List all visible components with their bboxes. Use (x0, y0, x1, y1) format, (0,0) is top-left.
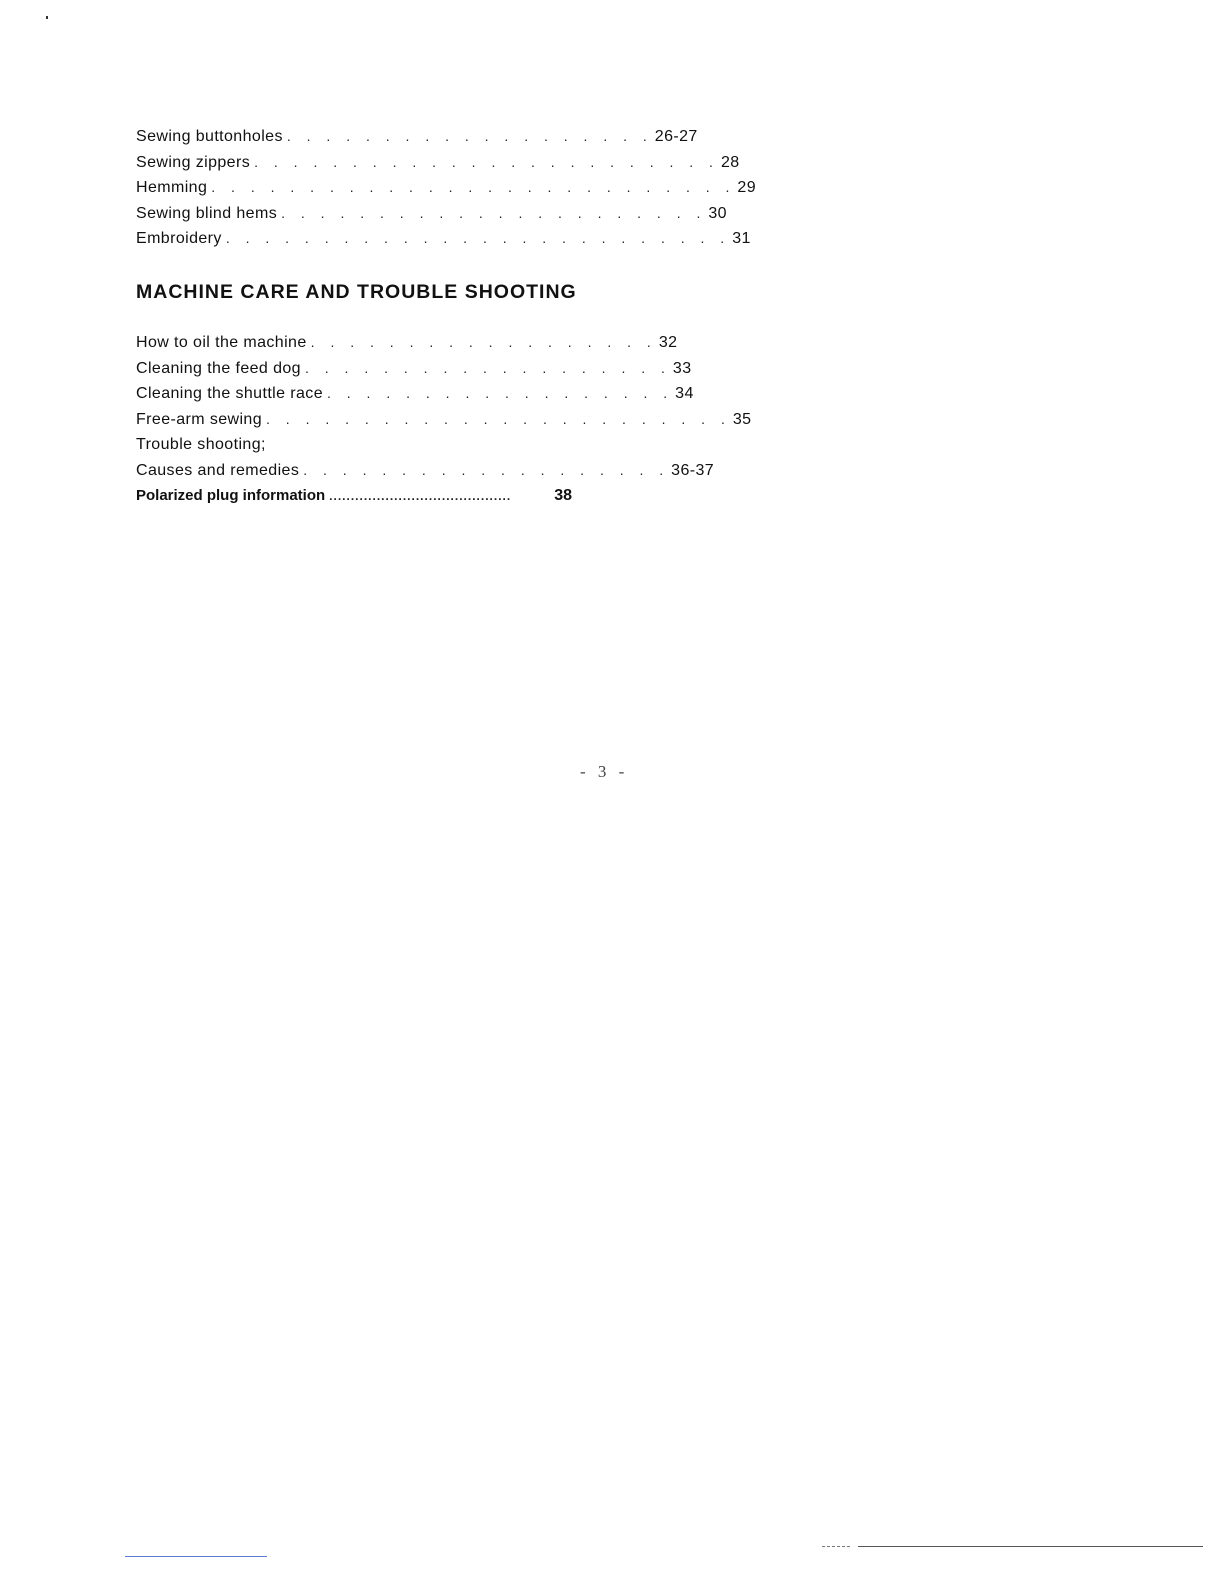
toc-entry (136, 153, 740, 180)
toc-entry-label: Sewing buttonholes (136, 128, 283, 145)
toc-entry-page: 32 (658, 334, 678, 351)
toc-dot-leader: . . . . . . . . . . . . . . . . . . . . . . . . . . . (211, 179, 736, 195)
toc-entry (136, 179, 757, 205)
toc-entry-label: Hemming (136, 179, 208, 196)
toc-dot-leader: . . . . . . . . . . . . . . . . . . . (303, 461, 670, 478)
toc-entry-page: 29 (737, 179, 757, 196)
scan-artifact-line (858, 1546, 1203, 1547)
toc-list-sewing (136, 128, 757, 256)
toc-entry-page: 34 (675, 385, 694, 402)
toc-entry-label: Embroidery (136, 230, 222, 247)
toc-entry-label: Polarized plug information (136, 487, 326, 504)
toc-entry-label: Sewing zippers (136, 153, 251, 171)
page-number: - 3 - (580, 762, 629, 781)
toc-dot-leader: .......................................... (329, 489, 512, 503)
toc-entry-page: 30 (708, 204, 727, 222)
scan-artifact-line (125, 1556, 267, 1557)
scan-artifact-dash (822, 1546, 850, 1548)
toc-entry-label: Trouble shooting; (136, 436, 266, 453)
toc-entry-label: Free-arm sewing (136, 410, 263, 428)
toc-entry-page: 28 (720, 153, 740, 171)
toc-entry (136, 410, 752, 437)
toc-entry (136, 436, 572, 462)
toc-entry-label: How to oil the machine (136, 334, 307, 351)
toc-dot-leader: . . . . . . . . . . . . . . . . . . . (304, 359, 671, 376)
toc-entry (136, 461, 715, 488)
toc-entry (136, 204, 727, 231)
toc-dot-leader: . . . . . . . . . . . . . . . . . . . . . . . . . . (225, 230, 731, 246)
toc-dot-leader: . . . . . . . . . . . . . . . . . . . . . . . . (254, 153, 719, 170)
toc-entry-label: Sewing blind hems (136, 204, 278, 222)
section-heading: MACHINE CARE AND TROUBLE SHOOTING (136, 281, 577, 303)
toc-dot-leader: . . . . . . . . . . . . . . . . . . (310, 334, 657, 350)
toc-entry-label: Cleaning the feed dog (136, 359, 301, 377)
toc-entry (136, 359, 692, 386)
toc-dot-leader: . . . . . . . . . . . . . . . . . . (327, 385, 674, 401)
toc-entry-page: 26-27 (654, 128, 698, 145)
toc-entry (136, 334, 678, 360)
toc-dot-leader: . . . . . . . . . . . . . . . . . . . . . . (281, 204, 707, 221)
toc-entry-page: 36-37 (671, 461, 715, 479)
toc-entry-label: Cleaning the shuttle race (136, 385, 323, 402)
toc-entry-label: Causes and remedies (136, 461, 300, 479)
toc-entry-page: 31 (732, 230, 751, 247)
toc-dot-leader: . . . . . . . . . . . . . . . . . . . . . . . . (266, 410, 731, 427)
scan-speck (46, 16, 48, 19)
toc-dot-leader: . . . . . . . . . . . . . . . . . . . (286, 128, 653, 144)
toc-entry (136, 487, 572, 513)
toc-entry (136, 128, 698, 154)
toc-entry (136, 385, 694, 411)
toc-list-machine-care (136, 334, 752, 513)
toc-entry-page: 38 (554, 487, 572, 504)
toc-entry-page: 33 (672, 359, 692, 377)
toc-entry (136, 230, 751, 256)
toc-entry-page: 35 (732, 410, 752, 428)
